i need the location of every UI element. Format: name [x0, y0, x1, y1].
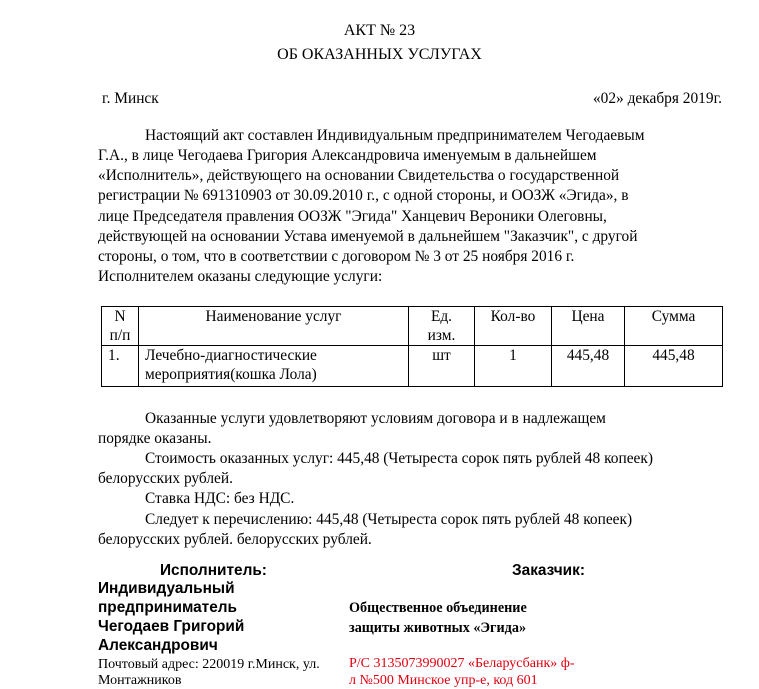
act-date: «02» декабря 2019г. — [592, 90, 722, 107]
row-service-name-line1: Лечебно-диагностические — [145, 347, 317, 364]
executor-name-line: Индивидуальный — [98, 580, 235, 597]
table-header-row — [102, 307, 723, 346]
executor-name-line: Чегодаев Григорий — [98, 618, 245, 635]
customer-bank-line: Р/С 3135073990027 «Беларусбанк» ф- — [349, 656, 575, 671]
header-num-line2: п/п — [109, 327, 131, 344]
cost-line: Стоимость оказанных услуг: 445,48 (Четыреста сорок пять рублей 48 копеек) — [145, 450, 653, 467]
vat-line: Ставка НДС: без НДС. — [145, 490, 295, 507]
table-row — [102, 346, 723, 387]
row-price: 445,48 — [566, 347, 610, 364]
row-sum: 445,48 — [652, 347, 695, 364]
intro-line: Г.А., в лице Чегодаева Григория Александровича именуемым в дальнейшем — [98, 147, 597, 164]
customer-name-line: Общественное объединение — [349, 600, 527, 616]
services-table — [101, 306, 723, 387]
intro-line: Настоящий акт составлен Индивидуальным предпринимателем Чегодаевым — [145, 127, 645, 144]
header-service-name: Наименование услуг — [205, 308, 342, 325]
customer-name-line: защиты животных «Эгида» — [349, 620, 527, 636]
conclusion-line: порядке оказаны. — [98, 430, 212, 447]
row-quantity: 1 — [509, 347, 517, 364]
header-sum: Сумма — [651, 308, 696, 325]
header-quantity: Кол-во — [490, 308, 536, 325]
executor-heading: Исполнитель: — [160, 562, 267, 579]
conclusion-line: Оказанные услуги удовлетворяют условиям договора и в надлежащем — [145, 410, 606, 427]
intro-line: «Исполнитель», действующего на основании Свидетельства о государственной — [98, 167, 620, 184]
row-number: 1. — [108, 347, 120, 364]
intro-line: Исполнителем оказаны следующие услуги: — [98, 268, 383, 285]
payment-line: Следует к перечислению: 445,48 (Четыреста сорок пять рублей 48 копеек) — [145, 511, 633, 528]
header-unit-line2: изм. — [427, 327, 456, 344]
header-num-line1: N — [114, 308, 126, 325]
act-subtitle: ОБ ОКАЗАННЫХ УСЛУГАХ — [277, 46, 482, 63]
intro-line: лице Председателя правления ООЗЖ "Эгида" Ханцевич Вероники Олеговны, — [98, 208, 607, 225]
intro-line: действующей на основании Устава именуемой в дальнейшем "Заказчик", с другой — [98, 228, 638, 245]
customer-bank-line: л №500 Минское упр-е, код 601 — [349, 673, 538, 688]
executor-name-line: Александрович — [98, 637, 218, 654]
intro-line: стороны, о том, что в соответствии с договором № 3 от 25 ноября 2016 г. — [98, 248, 575, 265]
row-service-name-line2: мероприятия(кошка Лола) — [145, 366, 317, 383]
customer-heading: Заказчик: — [512, 562, 585, 579]
cost-line: белорусских рублей. — [98, 470, 233, 487]
executor-name-line: предприниматель — [98, 599, 238, 616]
header-unit-line1: Ед. — [430, 308, 453, 325]
payment-line: белорусских рублей. белорусских рублей. — [98, 531, 372, 548]
city: г. Минск — [102, 90, 159, 107]
executor-address-line: Почтовый адрес: 220019 г.Минск, ул. — [98, 657, 320, 672]
executor-address-line: Монтажников — [98, 673, 182, 688]
row-unit: шт — [432, 347, 451, 364]
act-title: АКТ № 23 — [343, 22, 416, 39]
intro-line: регистрации № 691310903 от 30.09.2010 г., с одной стороны, и ООЗЖ «Эгида», в — [98, 187, 629, 204]
header-price: Цена — [571, 308, 605, 325]
